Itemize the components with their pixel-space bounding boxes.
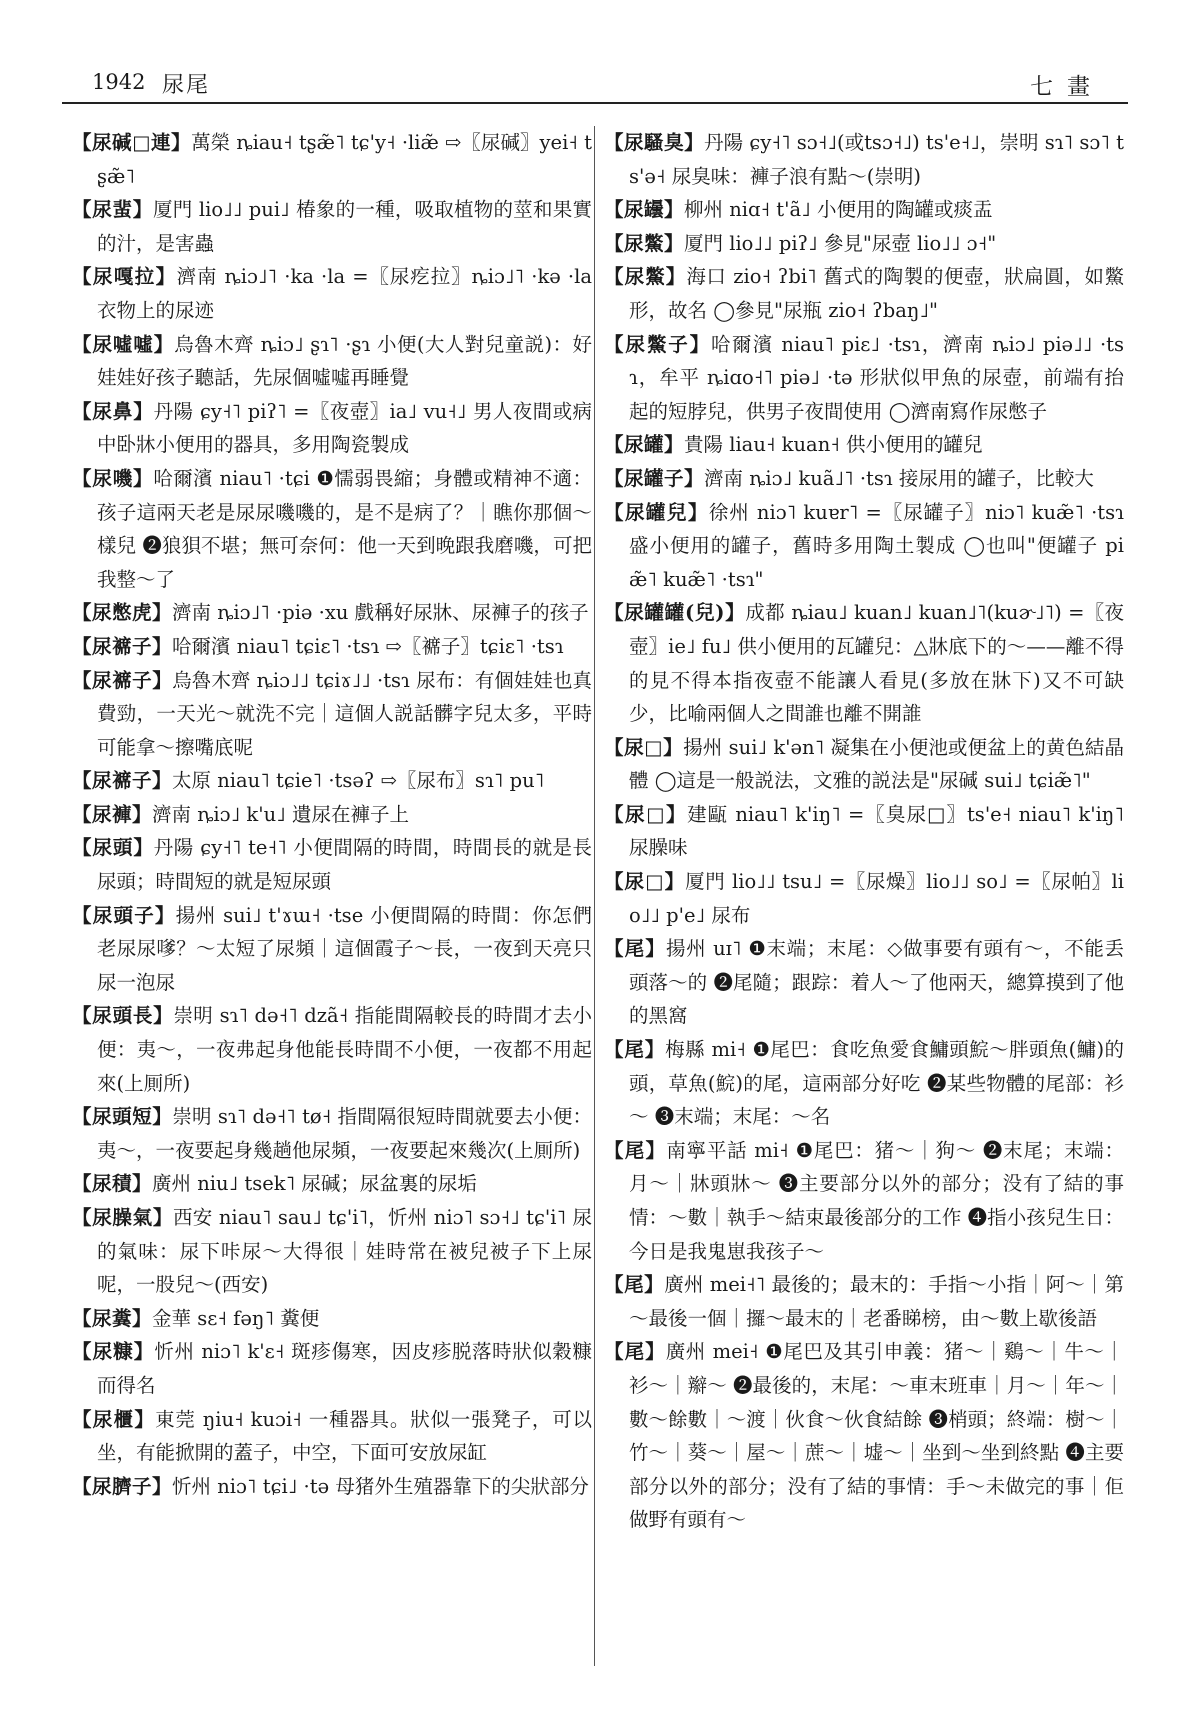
entry-text: 哈爾濱 niau˥ piɛ˩ ·tsɿ，濟南 ȵiɔ˩ piə˩˩ ·tsɿ，牟平 ȵiɑo˧˥ piə˩ ·tə 形狀似甲魚的尿壺，前端有抬起的短脖兒，供男子夜間使用 ◯濟南寫作尿憋子 xyxy=(629,332,1124,423)
entry-headword: 【尿□】 xyxy=(604,870,686,894)
entry-headword: 【尿罐子】 xyxy=(604,466,705,490)
entry-headword: 【尾】 xyxy=(604,1138,667,1162)
entry-text: 丹陽 ɕy˧˥ piʔ˥ =〖夜壺〗ia˩ vu˧˩ 男人夜間或病中卧牀小便用的器具，多用陶瓷製成 xyxy=(97,399,592,457)
entry-text: 南寧平話 mi˧ ❶尾巴：猪～｜狗～ ❷末尾；末端：月～｜牀頭牀～ ❸主要部分以外的部分；没有了結的事情：～數｜執手～結束最後部分的工作 ❹指小孩兒生日：今日是我鬼崽我孩子～ xyxy=(629,1138,1124,1263)
entry-text: 揚州 uɪ˥ ❶末端；末尾：◇做事要有頭有～，不能丢頭落～的 ❷尾隨；跟踪：着人～了他兩天，總算摸到了他的黑窩 xyxy=(629,937,1124,1028)
dictionary-entry xyxy=(72,630,592,664)
page-number: 1942 xyxy=(92,70,146,94)
entry-headword: 【尿罐】 xyxy=(604,433,685,457)
dictionary-entry xyxy=(72,395,592,462)
entry-text: 太原 niau˥ tɕie˥ ·tsəʔ ⇨〖尿布〗sɿ˥ pu˥ xyxy=(172,769,545,793)
dictionary-entry xyxy=(604,428,1124,462)
entry-text: 萬榮 ȵiau˧ tʂæ̃˥ tɕ'y˧ ·liæ̃ ⇨〖尿碱〗yei˧ tʂæ̃˥ xyxy=(97,131,592,188)
dictionary-entry xyxy=(604,596,1124,730)
entry-text: 崇明 sɿ˥ də˧˥ dzã˧ 指能間隔較長的時間才去小便：夷～，一夜弗起身他能長時間不小便，一夜都不用起來(上厠所) xyxy=(97,1004,592,1095)
dictionary-entry xyxy=(72,126,592,193)
entry-text: 烏魯木齊 ȵiɔ˩ ʂɿ˥ ·ʂɿ 小便(大人對兒童説)：好娃娃好孩子聽話，先尿個噓噓再睡覺 xyxy=(97,332,592,390)
entry-headword: 【尿糞】 xyxy=(72,1306,153,1330)
entry-text: 廣州 mei˧˥ 最後的；最末的：手指～小指｜阿～｜第～最後一個｜攞～最末的｜老番睇榜，由～數上歇後語 xyxy=(629,1273,1124,1330)
entry-headword: 【尾】 xyxy=(604,1273,665,1297)
entry-text: 濟南 ȵiɔ˩˥ ·piə ·xu 戲稱好尿牀、尿褲子的孩子 xyxy=(172,601,589,625)
entry-text: 忻州 niɔ˥ tɕi˩ ·tə 母猪外生殖器靠下的尖狀部分 xyxy=(172,1474,589,1498)
entry-headword: 【尿□】 xyxy=(604,735,684,759)
entry-headword: 【尿褲】 xyxy=(72,802,153,826)
entry-text: 濟南 ȵiɔ˩ kuã˩˥ ·tsɿ 接尿用的罐子，比較大 xyxy=(704,466,1094,490)
entry-headword: 【尿嘎拉】 xyxy=(72,265,177,289)
entry-text: 濟南 ȵiɔ˩ k'u˩ 遺尿在褲子上 xyxy=(152,802,409,826)
entry-text: 東莞 ŋiu˧ kuɔi˧ 一種器具。狀似一張凳子，可以坐，有能掀開的蓋子，中空，下面可安放尿缸 xyxy=(97,1407,592,1465)
entry-headword: 【尿櫃】 xyxy=(72,1407,156,1431)
dictionary-entry xyxy=(604,227,1124,261)
dictionary-entry xyxy=(72,462,592,596)
dictionary-entry xyxy=(604,126,1124,193)
entry-headword: 【尿罐罐(兒)】 xyxy=(604,601,746,625)
dictionary-entry xyxy=(604,193,1124,227)
dictionary-entry xyxy=(72,831,592,898)
entry-headword: 【尿頭短】 xyxy=(72,1105,173,1129)
dictionary-entry xyxy=(72,1302,592,1336)
dictionary-entry xyxy=(604,496,1124,597)
dictionary-entry xyxy=(604,328,1124,429)
entry-headword: 【尿糠】 xyxy=(72,1340,155,1364)
right-column xyxy=(604,126,1124,1537)
dictionary-entry xyxy=(604,1033,1124,1134)
entry-text: 海口 zio˧ ʔbi˥ 舊式的陶製的便壺，狀扁圓，如鱉形，故名 ◯參見"尿瓶 zio˧ ʔbaŋ˩" xyxy=(629,265,1124,322)
entry-headword: 【尿□】 xyxy=(604,802,688,826)
entry-text: 貴陽 liau˧ kuan˧ 供小便用的罐兒 xyxy=(684,433,983,457)
dictionary-entry xyxy=(604,260,1124,327)
dictionary-entry xyxy=(72,1167,592,1201)
dictionary-entry xyxy=(72,899,592,1000)
entry-text: 哈爾濱 niau˥ tɕiɛ˥ ·tsɿ ⇨〖褯子〗tɕiɛ˥ ·tsɿ xyxy=(172,634,564,658)
entry-headword: 【尿鼻】 xyxy=(72,399,154,423)
entry-headword: 【尿褯子】 xyxy=(72,769,173,793)
dictionary-entry xyxy=(72,1335,592,1402)
entry-text: 徐州 niɔ˥ kuɐr˥ =〖尿罐子〗niɔ˥ kuæ̃˥ ·tsɿ 盛小便用的罐子，舊時多用陶土製成 ◯也叫"便罐子 piæ̃˥ kuæ̃˥ ·tsɿ" xyxy=(629,500,1124,591)
entry-text: 厦門 lio˩˩ piʔ˩ 參見"尿壺 lio˩˩ ɔ˧" xyxy=(684,231,997,255)
dictionary-entry xyxy=(72,1470,592,1504)
dictionary-entry xyxy=(72,260,592,327)
entry-text: 丹陽 ɕy˧˥ te˧˥ 小便間隔的時間，時間長的就是長尿頭；時間短的就是短尿頭 xyxy=(97,836,592,894)
entry-headword: 【尿褯子】 xyxy=(72,634,173,658)
entry-headword: 【尿罐兒】 xyxy=(604,500,709,524)
dictionary-entry xyxy=(72,328,592,395)
entry-text: 丹陽 ɕy˧˥ sɔ˧˩(或tsɔ˧˩) ts'e˧˩，崇明 sɿ˥ sɔ˥ ts'ə˧ 尿臭味：褲子浪有點～(崇明) xyxy=(629,131,1124,188)
entry-text: 厦門 lio˩˩ tsu˩ =〖尿燥〗lio˩˩ so˩ =〖尿帕〗lio˩˩ p'e˩ 尿布 xyxy=(629,870,1124,927)
entry-text: 哈爾濱 niau˥ ·tɕi ❶懦弱畏縮；身體或精神不適：孩子這兩天老是尿尿嘰嘰的，是不是病了？｜瞧你那個～樣兒 ❷狼狽不堪；無可奈何：他一天到晚跟我磨嘰，可把我整～了 xyxy=(97,466,592,591)
dictionary-entry xyxy=(604,932,1124,1033)
entry-headword: 【尾】 xyxy=(604,937,666,961)
entry-headword: 【尿臊氣】 xyxy=(72,1206,174,1229)
entry-headword: 【尿騷臭】 xyxy=(604,131,705,154)
dictionary-entry xyxy=(604,1268,1124,1335)
dictionary-entry xyxy=(604,462,1124,496)
entry-text: 西安 niau˥ sau˩ tɕ'i˥，忻州 niɔ˥ sɔ˧˩ tɕ'i˥ 尿的氣味：尿下咔尿～大得很｜娃時常在被兒被子下上尿呢，一股兒～(西安) xyxy=(97,1206,592,1297)
entry-headword: 【尿褯子】 xyxy=(72,668,173,692)
entry-headword: 【尿鱉】 xyxy=(604,265,687,289)
entry-text: 烏魯木齊 ȵiɔ˩˩ tɕiɤ˩˩ ·tsɿ 尿布：有個娃娃也真費勁，一天光～就洗不完｜這個人説話髒字兒太多，平時可能拿～擦嘴底呢 xyxy=(97,668,592,759)
entry-headword: 【尿罎】 xyxy=(604,198,685,222)
dictionary-entry xyxy=(72,1403,592,1470)
entry-text: 廣州 mei˧ ❶尾巴及其引申義：猪～｜鷄～｜牛～｜衫～｜辮～ ❷最後的，末尾：～車末班車｜月～｜年～｜數～餘數｜～渡｜伙食～伙食結餘 ❸梢頭；終端：樹～｜竹～｜葵～｜屋～｜蔗～｜墟～｜坐到～坐到終點 ❹主要部分以外的部分；没有了結的事情：手～未做完的事｜佢做野有頭有～ xyxy=(629,1340,1124,1532)
entry-text: 建甌 niau˥ k'iŋ˥ =〖臭尿□〗ts'e˧ niau˥ k'iŋ˥ 尿臊味 xyxy=(629,802,1124,860)
dictionary-entry xyxy=(72,798,592,832)
entry-headword: 【尿積】 xyxy=(72,1172,153,1196)
entry-text: 廣州 niu˩ tsek˥ 尿碱；尿盆裏的尿垢 xyxy=(152,1172,477,1196)
dictionary-entry xyxy=(604,798,1124,865)
section-title: 七畫 xyxy=(1030,74,1104,100)
dictionary-entry xyxy=(72,1201,592,1302)
entry-text: 揚州 sui˩ t'ɤɯ˧ ·tse 小便間隔的時間：你怎們老尿尿嗲？～太短了尿頻｜這個霞子～長，一夜到天亮只尿一泡尿 xyxy=(97,903,592,994)
dictionary-entry xyxy=(72,193,592,260)
entry-headword: 【尿頭】 xyxy=(72,836,154,860)
dictionary-entry xyxy=(604,865,1124,932)
header-headwords: 尿尾 xyxy=(162,73,211,98)
entry-headword: 【尿鱉子】 xyxy=(604,332,712,356)
entry-headword: 【尿碱□連】 xyxy=(72,131,192,154)
entry-headword: 【尿頭子】 xyxy=(72,903,176,927)
entry-text: 濟南 ȵiɔ˩˥ ·ka ·la =〖尿疙拉〗ȵiɔ˩˥ ·kə ·la 衣物上的尿迹 xyxy=(97,265,592,322)
dictionary-entry xyxy=(72,1100,592,1167)
entry-text: 梅縣 mi˧ ❶尾巴：食吃魚愛食鱅頭鯇～胖頭魚(鱅)的頭，草魚(鯇)的尾，這兩部分好吃 ❷某些物體的尾部：衫～ ❸末端；末尾：～名 xyxy=(629,1038,1124,1129)
dictionary-entry xyxy=(604,1335,1124,1537)
entry-headword: 【尿臍子】 xyxy=(72,1474,173,1498)
entry-headword: 【尿頭長】 xyxy=(72,1004,174,1028)
dictionary-entry xyxy=(604,1134,1124,1268)
left-column xyxy=(72,126,592,1503)
entry-headword: 【尿憋虎】 xyxy=(72,601,173,625)
entry-text: 金華 sɛ˧ fəŋ˥ 糞便 xyxy=(152,1306,320,1330)
entry-headword: 【尿嘰】 xyxy=(72,466,154,490)
entry-text: 厦門 lio˩˩ pui˩ 椿象的一種，吸取植物的莖和果實的汁，是害蟲 xyxy=(97,198,592,255)
page-header xyxy=(62,58,1128,104)
entry-headword: 【尿鱉】 xyxy=(604,231,685,255)
dictionary-entry xyxy=(72,664,592,765)
dictionary-entry xyxy=(604,731,1124,798)
dictionary-entry xyxy=(72,596,592,630)
entry-text: 揚州 sui˩ k'ən˥ 凝集在小便池或便盆上的黄色結晶體 ◯這是一般説法，文雅的説法是"尿碱 sui˩ tɕiæ̃˥" xyxy=(629,735,1124,793)
entry-headword: 【尿蜚】 xyxy=(72,198,153,222)
entry-text: 成都 ȵiau˩ kuan˩ kuan˩˥(kuɚ˩˥) =〖夜壺〗ie˩ fu˩ 供小便用的瓦罐兒：△牀底下的～——離不得的見不得本指夜壺不能讓人看見(多放在牀下)又不可缺少，比喻兩個人之間誰也離不開誰 xyxy=(629,601,1125,726)
entry-headword: 【尿噓噓】 xyxy=(72,332,175,356)
entry-text: 忻州 niɔ˥ k'ɛ˧ 斑疹傷寒，因皮疹脱落時狀似穀糠而得名 xyxy=(97,1340,592,1397)
dictionary-entry xyxy=(72,999,592,1100)
column-divider xyxy=(594,126,595,1666)
entry-headword: 【尾】 xyxy=(604,1340,666,1364)
entry-text: 崇明 sɿ˥ də˧˥ tø˧ 指間隔很短時間就要去小便：夷～，一夜要起身幾趟他尿頻，一夜要起來幾次(上厠所) xyxy=(97,1105,592,1162)
entry-text: 柳州 niɑ˧ t'ã˩ 小便用的陶罐或痰盂 xyxy=(684,198,993,222)
entry-headword: 【尾】 xyxy=(604,1038,666,1062)
dictionary-entry xyxy=(72,764,592,798)
